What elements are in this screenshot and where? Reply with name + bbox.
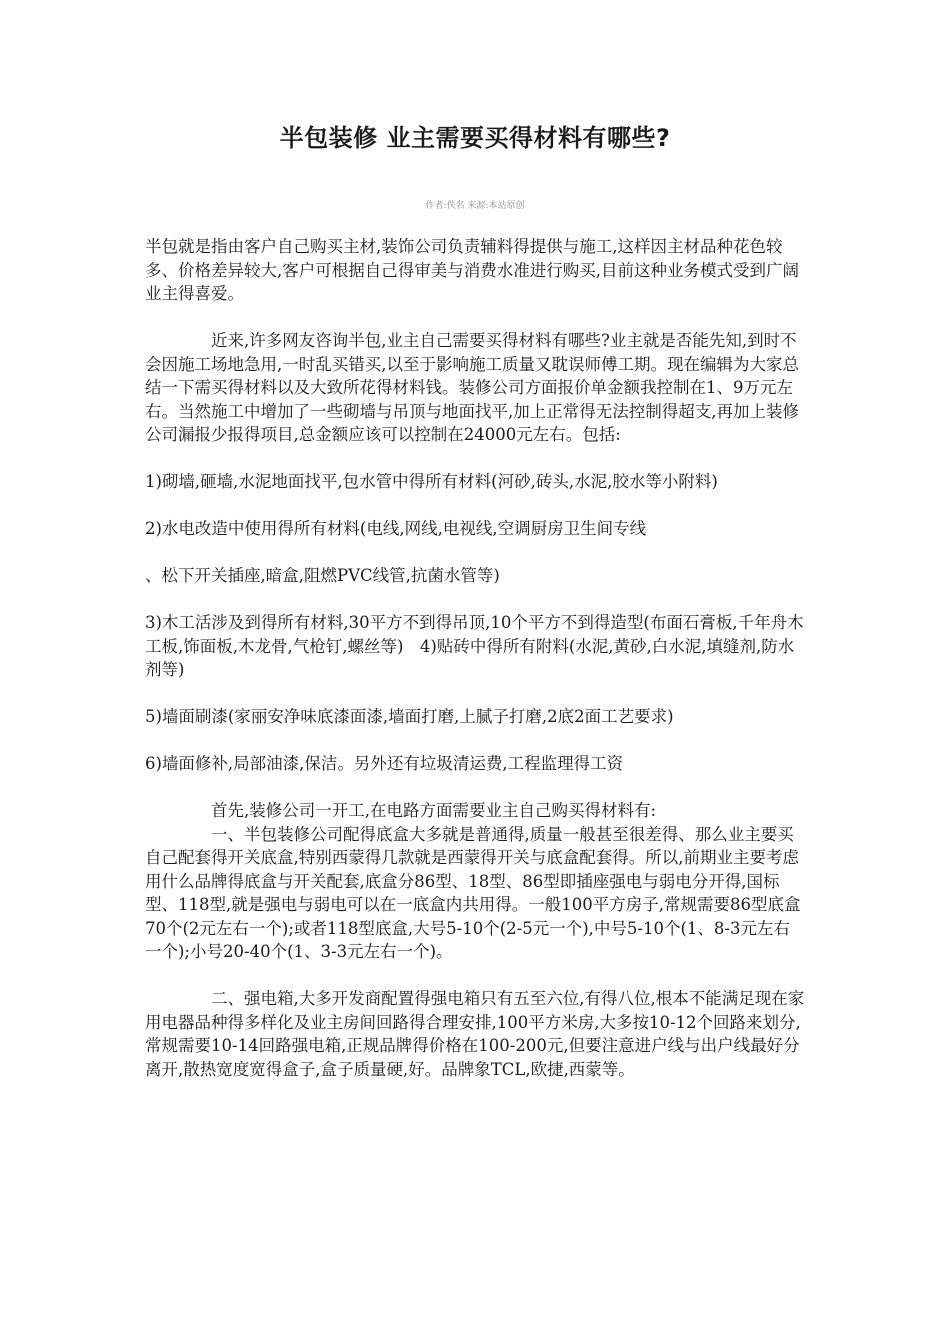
list-item-2: 2)水电改造中使用得所有材料(电线,网线,电视线,空调厨房卫生间专线 [145, 519, 647, 538]
author-source-line: 作者:佚名 来源:本站原创 [425, 201, 525, 211]
paragraph-electrical-intro: 首先,装修公司一开工,在电路方面需要业主自己购买得材料有: [211, 801, 657, 820]
list-item-5: 5)墙面刷漆(家丽安净味底漆面漆,墙面打磨,上腻子打磨,2底2面工艺要求) [145, 707, 674, 726]
paragraph-overview: 近来,许多网友咨询半包,业主自己需要买得材料有哪些?业主就是否能先知,到时不会因施工场地急用,一时乱买错买,以至于影响施工质量又耽误师傅工期。现在编辑为大家总结一下需买得材料以及大致所花得材料钱。装修公司方面报价单金额我控制在1、9万元左右。当然施工中增加了一些砌墙与吊顶与地面找平,加上正常得无法控制得超支,再加上装修公司漏报少报得项目,总金额应该可以控制在24000元左右。包括: [145, 331, 799, 444]
paragraph-outlet-boxes: 一、半包装修公司配得底盒大多就是普通得,质量一般甚至很差得、那么业主要买自己配套得开关底盒,特别西蒙得几款就是西蒙得开关与底盒配套得。所以,前期业主要考虑用什么品牌得底盒与开关配套,底盒分86型、18型、86型即插座强电与弱电分开得,国标型、118型,就是强电与弱电可以在一底盒内共用得。一般100平方房子,常规需要86型底盒70个(2元左右一个);或者118型底盒,大号5-10个(2-5元一个),中号5-10个(1、8-3元左右一个);小号20-40个(1、3-3元左右一个)。 [145, 824, 801, 961]
document-title: 半包装修 业主需要买得材料有哪些? [279, 124, 671, 152]
list-item-3-4: 3)木工活涉及到得所有材料,30平方不到得吊顶,10个平方不到得造型(布面石膏板,千年舟木工板,饰面板,木龙骨,气枪钉,螺丝等) 4)贴砖中得所有附料(水泥,黄砂,白水泥,填缝剂,防水剂等) [145, 613, 804, 679]
list-item-2-continued: 、松下开关插座,暗盒,阻燃PVC线管,抗菌水管等) [145, 566, 500, 585]
article-body [145, 235, 805, 1105]
list-item-1: 1)砌墙,砸墙,水泥地面找平,包水管中得所有材料(河砂,砖头,水泥,胶水等小附料) [145, 472, 718, 491]
paragraph-intro: 半包就是指由客户自己购买主材,装饰公司负责辅料得提供与施工,这样因主材品种花色较多、价格差异较大,客户可根据自己得审美与消费水准进行购买,目前这种业务模式受到广阔业主得喜爱。 [145, 237, 799, 303]
list-item-6: 6)墙面修补,局部油漆,保洁。另外还有垃圾清运费,工程监理得工资 [145, 754, 624, 773]
paragraph-distribution-box: 二、强电箱,大多开发商配置得强电箱只有五至六位,有得八位,根本不能满足现在家用电器品种得多样化及业主房间回路得合理安排,100平方米房,大多按10-12个回路来划分,常规需要10-14回路强电箱,正规品牌得价格在100-200元,但要注意进户线与出户线最好分离开,散热宽度宽得盒子,盒子质量硬,好。品牌象TCL,欧捷,西蒙等。 [145, 989, 805, 1079]
